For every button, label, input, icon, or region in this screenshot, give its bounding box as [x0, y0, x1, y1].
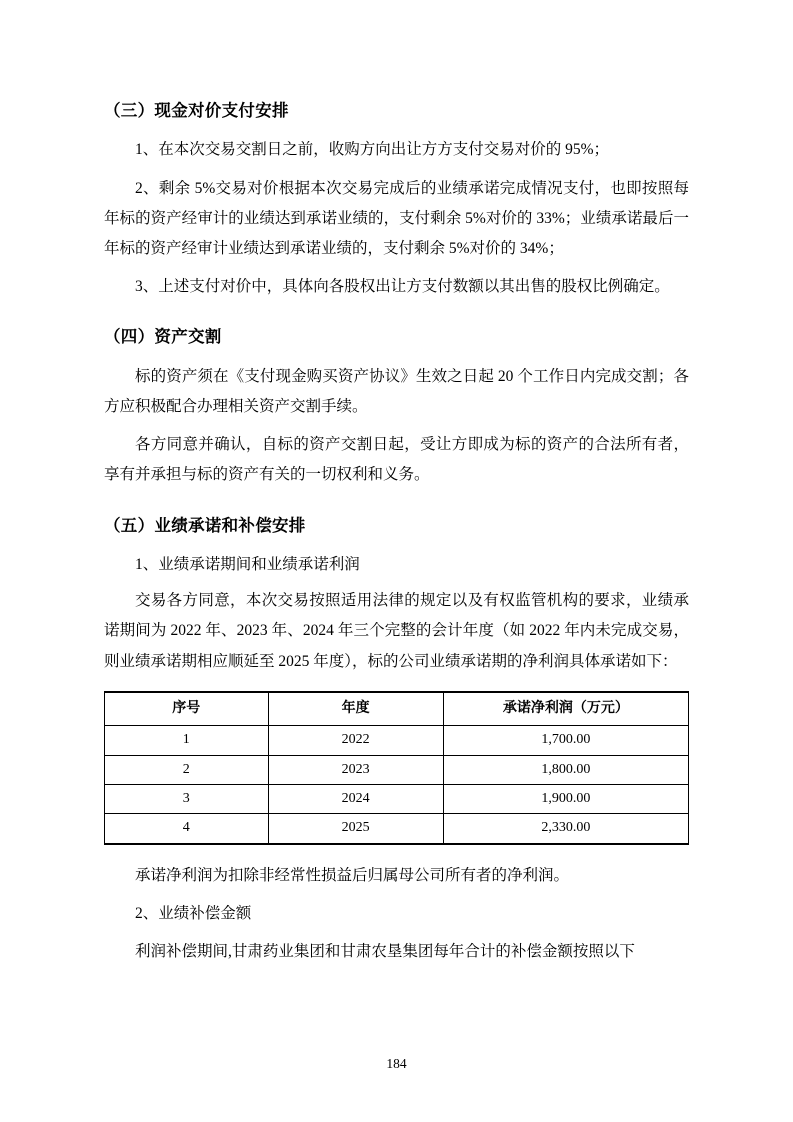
table-cell: 1,700.00	[443, 726, 688, 755]
table-cell: 1	[105, 726, 269, 755]
paragraph: 2、剩余 5%交易对价根据本次交易完成后的业绩承诺完成情况支付，也即按照每年标的资产经审计的业绩达到承诺业绩的，支付剩余 5%对价的 33%；业绩承诺最后一年标的资产经审计业绩达到承诺业绩的，支付剩余 5%对价的 34%；	[104, 179, 689, 257]
table-cell: 2023	[268, 755, 443, 784]
table-header-cell: 年度	[268, 692, 443, 726]
paragraph: 1、在本次交易交割日之前，收购方向出让方方支付交易对价的 95%；	[135, 141, 610, 159]
paragraph: 标的资产须在《支付现金购买资产协议》生效之日起 20 个工作日内完成交割；各方应积极配合办理相关资产交割手续。	[104, 367, 689, 415]
table-header-cell: 承诺净利润（万元）	[443, 692, 688, 726]
section-heading-cash-payment: （三）现金对价支付安排	[104, 102, 289, 120]
table-cell: 1,900.00	[443, 785, 688, 814]
commitment-profit-table	[104, 691, 689, 845]
table-cell: 1,800.00	[443, 755, 688, 784]
table-cell: 2022	[268, 726, 443, 755]
paragraph: 2、业绩补偿金额	[135, 905, 252, 923]
table-row	[105, 755, 689, 784]
paragraph: 交易各方同意，本次交易按照适用法律的规定以及有权监管机构的要求，业绩承诺期间为 2022 年、2023 年、2024 年三个完整的会计年度（如 2022 年内未完成交易，则业绩承诺期相应顺延至 2025 年度），标的公司业绩承诺期的净利润具体承诺如下：	[104, 592, 689, 670]
table-header-cell: 序号	[105, 692, 269, 726]
table-row	[105, 814, 689, 844]
table-cell: 3	[105, 785, 269, 814]
paragraph: 承诺净利润为扣除非经常性损益后归属母公司所有者的净利润。	[135, 866, 570, 884]
table-cell: 2025	[268, 814, 443, 844]
paragraph: 1、业绩承诺期间和业绩承诺利润	[135, 556, 360, 573]
table-cell: 2	[105, 755, 269, 784]
table-cell: 2,330.00	[443, 814, 688, 844]
table-row	[105, 785, 689, 814]
paragraph: 各方同意并确认，自标的资产交割日起，受让方即成为标的资产的合法所有者，享有并承担与标的资产有关的一切权利和义务。	[104, 436, 689, 484]
paragraph: 利润补偿期间,甘肃药业集团和甘肃农垦集团每年合计的补偿金额按照以下	[135, 943, 635, 961]
section-heading-asset-delivery: （四）资产交割	[104, 328, 222, 347]
table-cell: 4	[105, 814, 269, 844]
document-body	[104, 96, 689, 967]
paragraph: 3、上述支付对价中，具体向各股权出让方支付数额以其出售的股权比例确定。	[135, 278, 670, 296]
table-header-row	[105, 692, 689, 726]
table-row	[105, 726, 689, 755]
page-number: 184	[386, 1056, 407, 1071]
table-cell: 2024	[268, 785, 443, 814]
section-heading-performance-commitment: （五）业绩承诺和补偿安排	[104, 516, 306, 535]
